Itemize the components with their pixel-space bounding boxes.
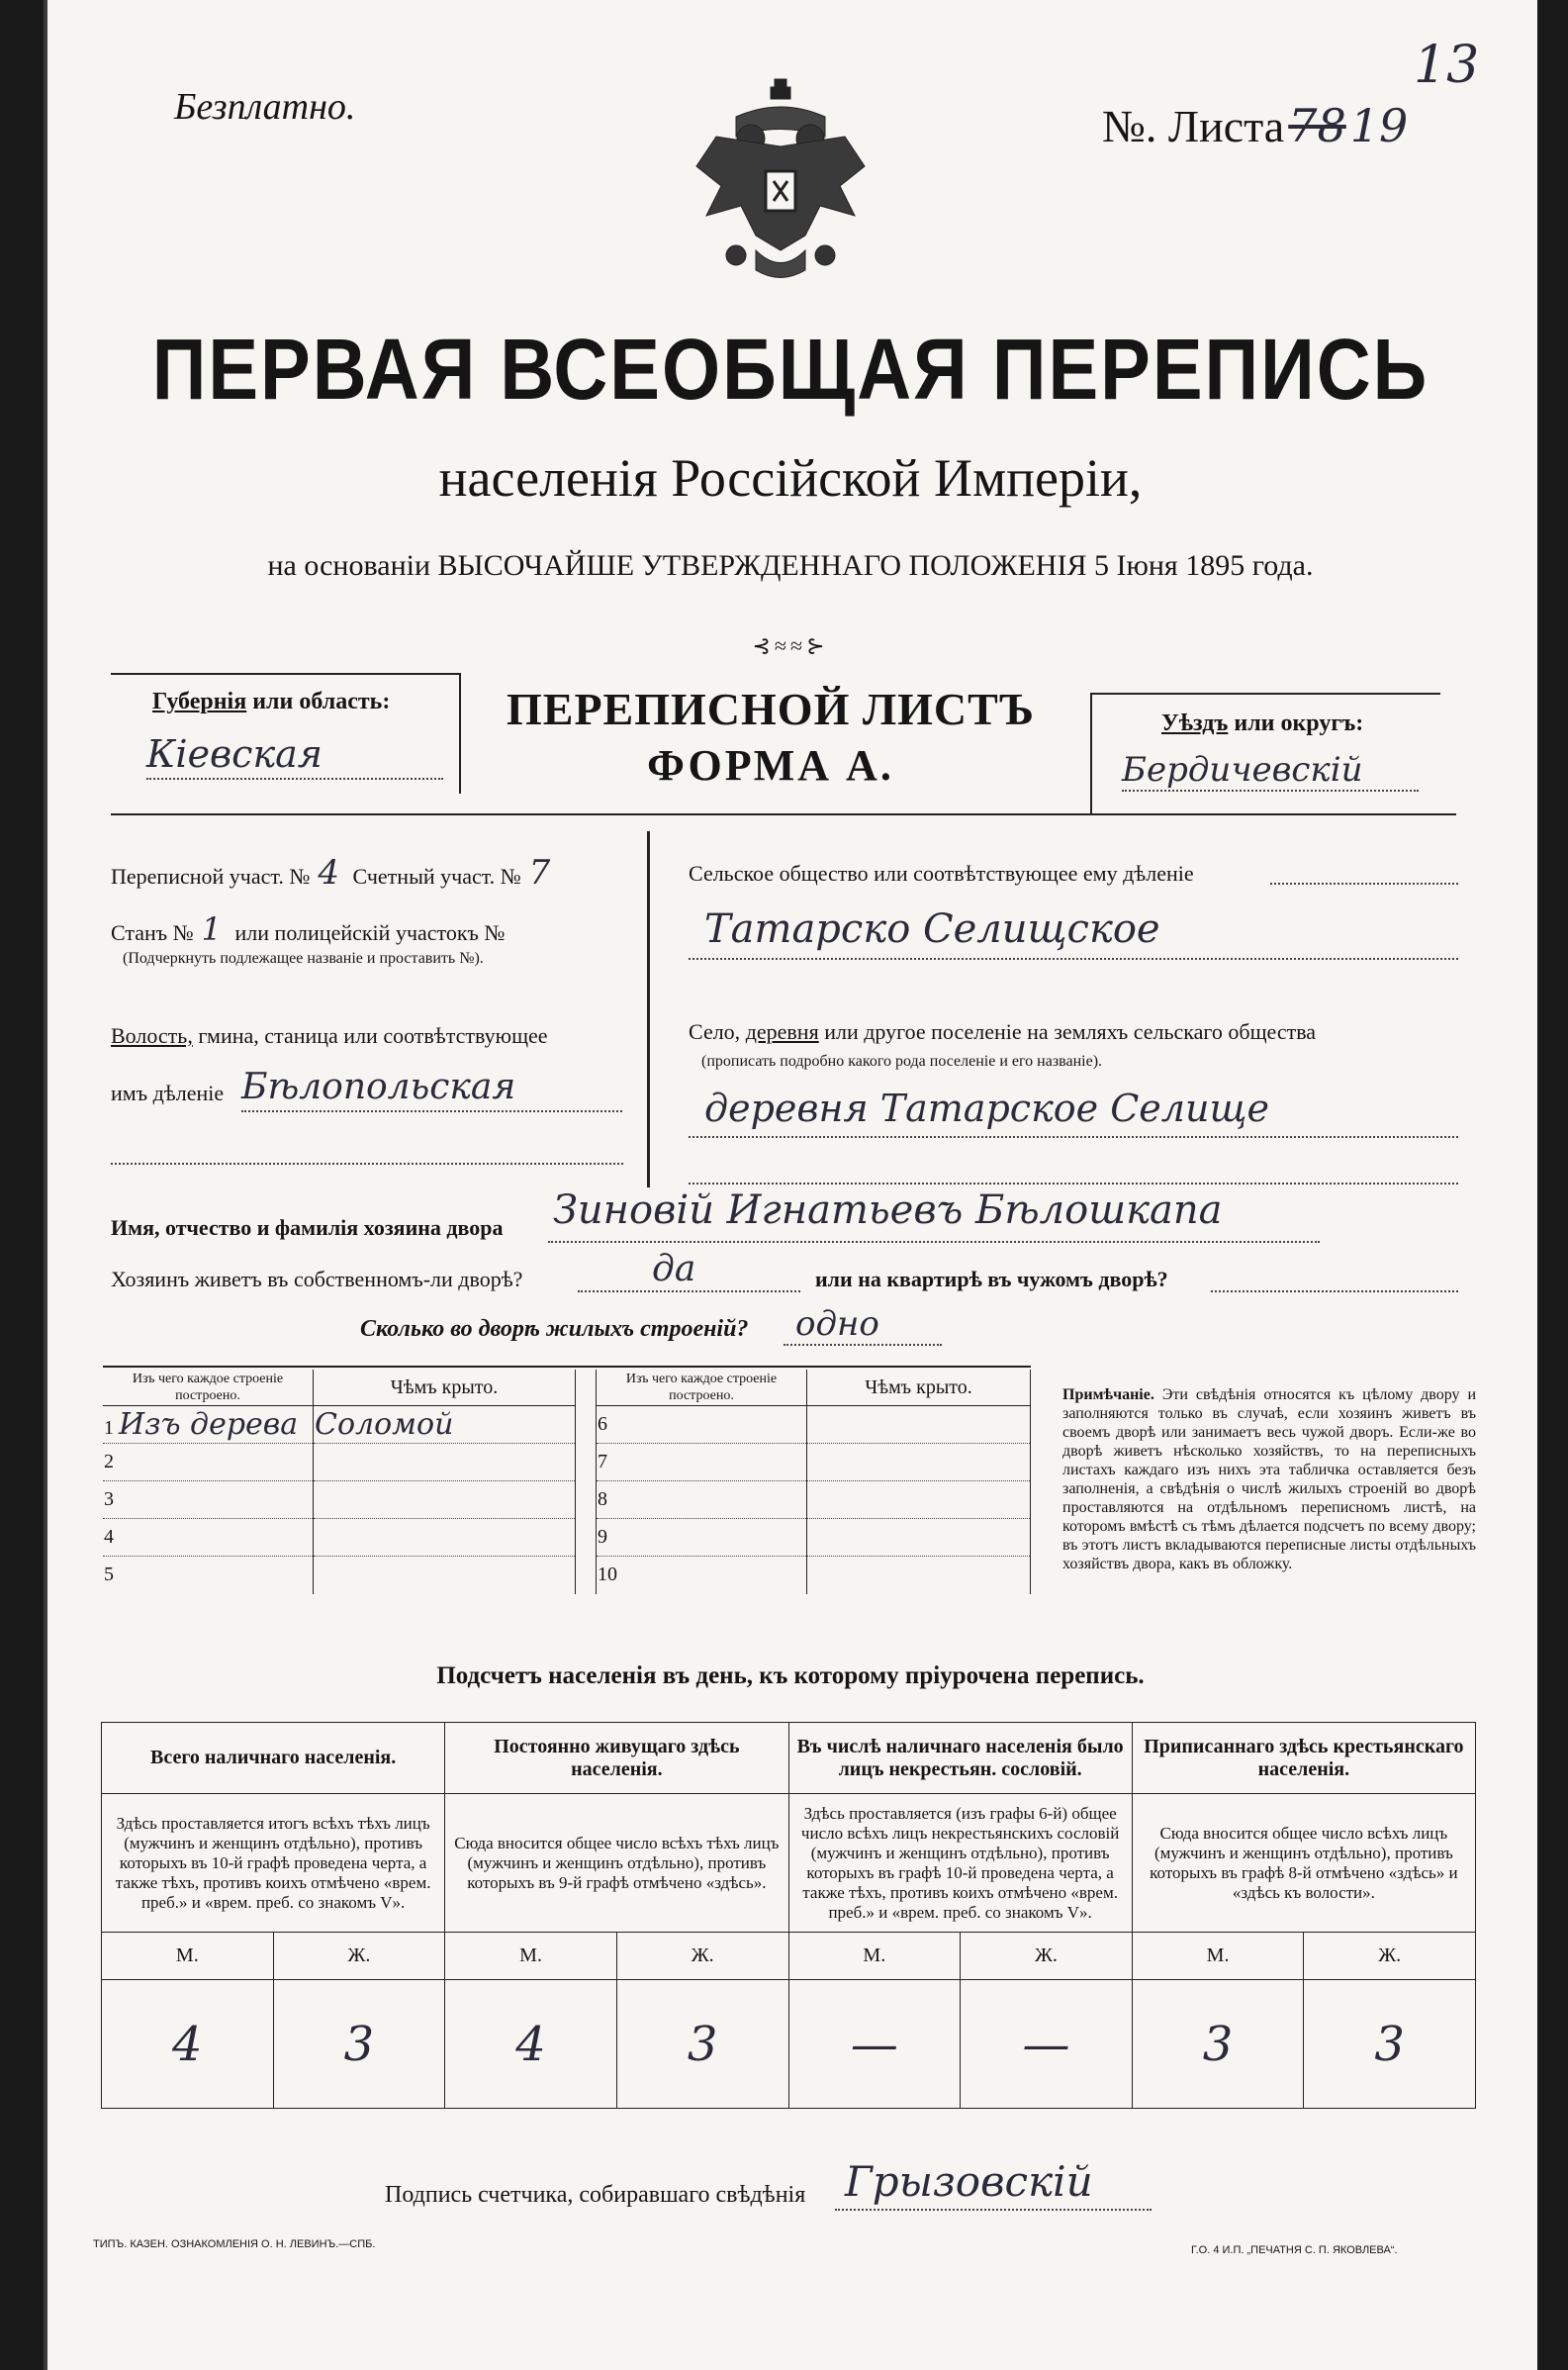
- section-divider: [111, 813, 1456, 815]
- society-line: [1270, 883, 1458, 885]
- note: [1062, 1385, 1476, 1573]
- table-row: [597, 1481, 1031, 1519]
- police-note: (Подчеркнуть подлежащее названіе и проставить №).: [123, 950, 484, 967]
- col-material-header: Изъ чего каждое строеніе построено.: [103, 1370, 314, 1406]
- buildings-table-left: [103, 1370, 576, 1594]
- row-num: 4: [103, 1519, 314, 1557]
- own-yard-line: [578, 1290, 800, 1292]
- m-header: М.: [445, 1933, 617, 1980]
- volost-label-3: имъ дѣленіе: [111, 1081, 225, 1105]
- corner-mark: 13: [1414, 36, 1480, 95]
- province-line: [146, 778, 443, 780]
- buildings-table-right: [596, 1370, 1031, 1594]
- signature-label: Подпись счетчика, собиравшаго свѣдѣнія: [385, 2182, 806, 2208]
- table-row: [103, 1406, 576, 1444]
- rent-line: [1211, 1290, 1458, 1292]
- census-section-label: Переписной участ. №: [111, 864, 311, 889]
- population-table: [101, 1722, 1476, 2109]
- pop-col4-m: 3: [1132, 1980, 1304, 2109]
- owner-name-line: [548, 1241, 1320, 1243]
- row-num: 5: [103, 1557, 314, 1594]
- footer-right: Г.О. 4 И.П. „ПЕЧАТНЯ С. П. ЯКОВЛЕВА“.: [1191, 2244, 1398, 2256]
- census-section-value: 4: [318, 853, 339, 893]
- pop-col2-f: 3: [616, 1980, 788, 2109]
- table-row: [103, 1519, 576, 1557]
- pop-col4-desc: Сюда вносится общее число всѣхъ лицъ (мужчинъ и женщинъ отдѣльно), противъ которыхъ въ графѣ 8-й отмѣчено «здѣсь» и «здѣсь къ волости».: [1132, 1794, 1475, 1933]
- sheet-number-value: 19: [1349, 99, 1409, 152]
- province-value: Кіевская: [146, 732, 323, 776]
- col-material-header-right: Изъ чего каждое строеніе построено.: [597, 1370, 807, 1406]
- sheet-number: [1102, 99, 1408, 152]
- population-title: Подсчетъ населенія въ день, къ которому пріурочена перепись.: [436, 1662, 1145, 1689]
- sheet-number-label: №. Листа: [1102, 101, 1285, 151]
- village-label-1: Село,: [689, 1019, 741, 1044]
- page-title: ПЕРВАЯ ВСЕОБЩАЯ ПЕРЕПИСЬ: [151, 321, 1430, 419]
- legal-basis: на основаніи ВЫСОЧАЙШЕ УТВЕРЖДЕННАГО ПОЛОЖЕНІЯ 5 Іюня 1895 года.: [267, 549, 1314, 582]
- village-row: [689, 1019, 1316, 1045]
- m-header: М.: [788, 1933, 961, 1980]
- note-title: Примѣчаніе.: [1062, 1386, 1154, 1403]
- police-label: или полицейскій участокъ №: [234, 920, 506, 945]
- form-title-line1: ПЕРЕПИСНОЙ ЛИСТЪ: [506, 684, 1036, 734]
- society-value: Татарско Селищское: [704, 906, 1160, 952]
- pop-col1-desc: Здѣсь проставляется итогъ всѣхъ тѣхъ лицъ (мужчинъ и женщинъ отдѣльно), противъ которыхъ въ 10-й графѣ проведена черта, а также тѣхъ, противъ коихъ отмѣчено «врем. преб.» и «врем. преб. со знакомъ V».: [102, 1794, 445, 1933]
- pop-col3-m: —: [788, 1980, 961, 2109]
- row-num: 1: [104, 1417, 114, 1439]
- district-label-underlined: Уѣздъ: [1161, 711, 1229, 736]
- owner-name-value: Зиновій Игнатьевъ Бѣлошкапа: [553, 1187, 1223, 1233]
- society-label: Сельское общество или соотвѣтствующее ему дѣленіе: [689, 861, 1194, 886]
- footer-left: ТИПЪ. КАЗЕН. ОЗНАКОМЛЕНІЯ О. Н. ЛЕВИНЪ.—СПБ.: [93, 2238, 376, 2250]
- volost-value: Бѣлопольская: [241, 1067, 516, 1107]
- f-header: Ж.: [273, 1933, 445, 1980]
- rent-label: или на квартирѣ въ чужомъ дворѣ?: [815, 1267, 1168, 1291]
- village-label-2: деревня: [745, 1019, 819, 1044]
- volost-line: [241, 1110, 622, 1112]
- row-num: 9: [597, 1519, 807, 1557]
- buildings-label: Сколько во дворѣ жилыхъ строеній?: [360, 1316, 749, 1342]
- volost-row: [111, 1023, 548, 1049]
- double-headed-eagle-icon: [677, 77, 884, 290]
- ornament-divider: ⊰≈≈⊱: [752, 633, 829, 658]
- table-row: [103, 1444, 576, 1481]
- census-section: [111, 853, 550, 893]
- district-label: Уѣздъ или округъ:: [1161, 711, 1364, 736]
- table-row: [597, 1557, 1031, 1594]
- owner-name-label: Имя, отчество и фамилія хозяина двора: [111, 1215, 504, 1240]
- province-label: Губернія или область:: [152, 689, 391, 714]
- vertical-divider: [647, 831, 650, 1187]
- row-material: Изъ дерева: [119, 1407, 299, 1442]
- row-num: 3: [103, 1481, 314, 1519]
- page-subtitle: населенія Россійской Имперіи,: [438, 448, 1143, 508]
- col-roof-header-right: Чѣмъ крыто.: [807, 1370, 1031, 1406]
- form-title-line2: ФОРМА А.: [647, 741, 894, 790]
- province-label-underlined: Губернія: [152, 689, 247, 714]
- pop-col1-f: 3: [273, 1980, 445, 2109]
- f-header: Ж.: [961, 1933, 1133, 1980]
- row-roof: Соломой: [314, 1406, 576, 1444]
- col-roof-header: Чѣмъ крыто.: [314, 1370, 576, 1406]
- pop-col3-desc: Здѣсь проставляется (изъ графы 6-й) общее число всѣхъ лицъ некрестьянскихъ сословій (мужчинъ и женщинъ отдѣльно), противъ которыхъ въ графѣ 10-й проведена черта, а также тѣхъ, противъ коихъ отмѣчено «врем. преб.» и «врем. преб. со знакомъ V».: [788, 1794, 1132, 1933]
- own-yard-label: Хозяинъ живетъ въ собственномъ-ли дворѣ?: [111, 1267, 523, 1291]
- stan-label: Станъ №: [111, 920, 194, 945]
- district-value: Бердичевскій: [1122, 750, 1363, 790]
- m-header: М.: [1132, 1933, 1304, 1980]
- village-line-2: [689, 1183, 1458, 1185]
- village-note: (прописать подробно какого рода поселеніе и его названіе).: [701, 1053, 1103, 1070]
- row-num: 10: [597, 1557, 807, 1594]
- table-row: [597, 1444, 1031, 1481]
- buildings-value: одно: [795, 1304, 879, 1344]
- table-row: [103, 1557, 576, 1594]
- village-value: деревня Татарское Селище: [704, 1087, 1269, 1130]
- row-num: 6: [597, 1406, 807, 1444]
- buildings-top-line: [103, 1366, 1031, 1368]
- pop-col2-head: Постоянно живущаго здѣсь населенія.: [445, 1723, 788, 1794]
- pop-col3-head: Въ числѣ наличнаго населенія было лицъ некрестьян. сословій.: [788, 1723, 1132, 1794]
- own-yard-value: да: [652, 1249, 696, 1289]
- f-header: Ж.: [616, 1933, 788, 1980]
- volost-label-2: гмина, станица или соотвѣтствующее: [198, 1023, 548, 1048]
- signature-line: [835, 2209, 1152, 2211]
- pop-col1-m: 4: [102, 1980, 274, 2109]
- signature-value: Грызовскій: [845, 2157, 1093, 2206]
- row-num: 7: [597, 1444, 807, 1481]
- row-num: 2: [103, 1444, 314, 1481]
- society-value-line: [689, 958, 1458, 960]
- pop-col2-desc: Сюда вносится общее число всѣхъ тѣхъ лицъ (мужчинъ и женщинъ отдѣльно), противъ которыхъ въ 9-й графѣ отмѣчено «здѣсь».: [445, 1794, 788, 1933]
- free-label: Безплатно.: [174, 86, 356, 128]
- stan-row: [111, 910, 505, 948]
- sheet-number-old: 78: [1288, 99, 1346, 152]
- volost-line-2: [111, 1163, 623, 1165]
- f-header: Ж.: [1304, 1933, 1476, 1980]
- pop-col4-head: Приписаннаго здѣсь крестьянскаго населенія.: [1132, 1723, 1475, 1794]
- table-row: [103, 1481, 576, 1519]
- table-row: [597, 1519, 1031, 1557]
- village-label-3: или другое поселеніе на земляхъ сельскаго общества: [824, 1019, 1317, 1044]
- census-sheet: [44, 0, 1537, 2370]
- note-text: Эти свѣдѣнія относятся къ цѣлому двору и заполняются только въ случаѣ, если хозяинъ живетъ въ своемъ дворѣ или занимаетъ весь чужой дворъ. Если-же во дворѣ живетъ нѣсколько хозяйствъ, то на переписныхъ листахъ каждаго изъ нихъ эта табличка оставляется безъ заполненія, а свѣдѣнія о числѣ жилыхъ строеній во дворѣ проставляются на отдѣльномъ переписномъ листѣ, на которомъ вмѣстѣ съ тѣмъ дѣлается подсчетъ по всему двору; въ этотъ листъ вкладываются переписные листы отдѣльныхъ хозяйствъ двора, какъ въ обложку.: [1062, 1386, 1477, 1572]
- row-num: 8: [597, 1481, 807, 1519]
- count-section-value: 7: [528, 853, 551, 893]
- count-section-label: Счетный участ. №: [352, 864, 521, 889]
- district-line: [1122, 790, 1419, 792]
- village-line: [689, 1136, 1458, 1138]
- buildings-line: [784, 1344, 942, 1346]
- stan-value: 1: [201, 910, 223, 948]
- pop-col3-f: —: [961, 1980, 1133, 2109]
- pop-col1-head: Всего наличнаго населенія.: [102, 1723, 445, 1794]
- table-row: [597, 1406, 1031, 1444]
- pop-col2-m: 4: [445, 1980, 617, 2109]
- volost-label-1: Волость,: [111, 1023, 193, 1048]
- pop-col4-f: 3: [1304, 1980, 1476, 2109]
- m-header: М.: [102, 1933, 274, 1980]
